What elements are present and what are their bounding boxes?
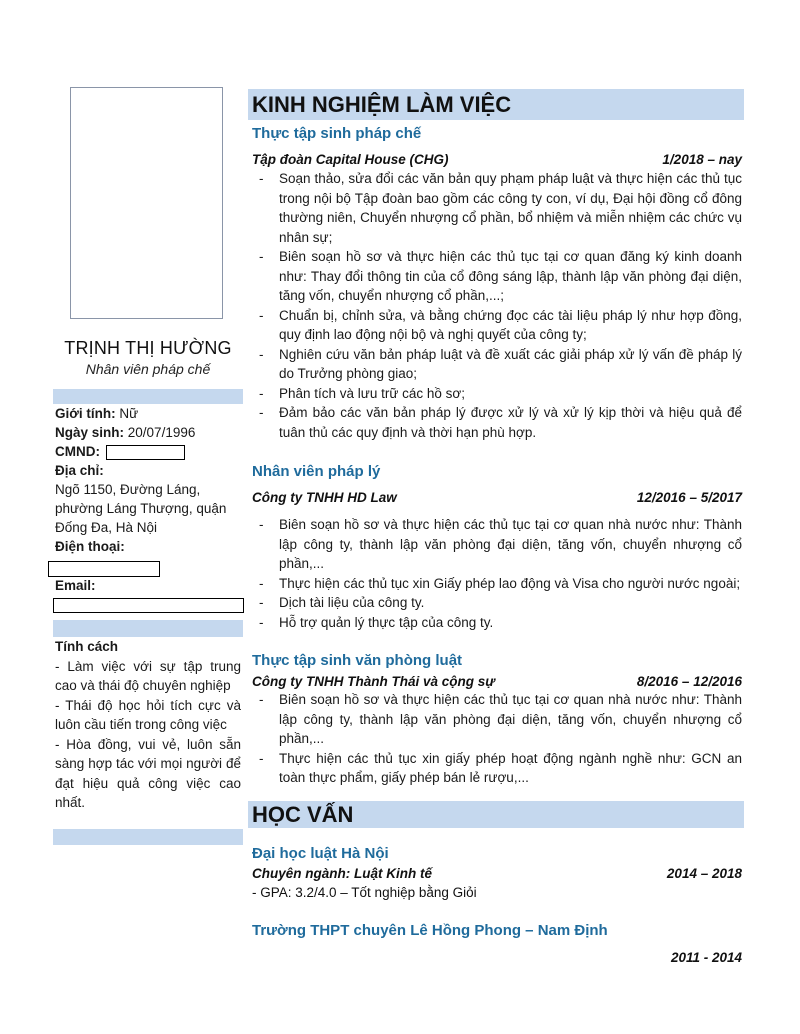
divider-band	[53, 829, 243, 845]
email-label: Email:	[55, 578, 96, 593]
duty-item: - Phân tích và lưu trữ các hồ sơ;	[256, 384, 742, 404]
job-title: Thực tập sinh pháp chế	[252, 125, 422, 142]
job-date: 12/2016 – 5/2017	[636, 490, 742, 505]
job-title: Thực tập sinh văn phòng luật	[252, 652, 463, 669]
job-date: 1/2018 – nay	[662, 152, 742, 167]
school-name: Trường THPT chuyên Lê Hồng Phong – Nam Định	[252, 922, 608, 939]
job-org: Công ty TNHH HD Law	[252, 490, 397, 505]
personality-item: - Thái độ học hỏi tích cực và luôn cầu tiến trong công việc	[55, 697, 241, 732]
profile-photo-placeholder	[70, 87, 223, 319]
gender-value: Nữ	[119, 406, 139, 421]
section-heading-experience: KINH NGHIỆM LÀM VIỆC	[248, 89, 744, 120]
phone-redacted-box	[48, 561, 160, 577]
school-date: 2011 - 2014	[670, 950, 742, 965]
personality-item: - Hòa đồng, vui vẻ, luôn sẵn sàng hợp tác với mọi người để đạt hiệu quả công việc cao nhất.	[55, 736, 241, 810]
candidate-position: Nhân viên pháp chế	[85, 361, 211, 377]
address-value: Ngõ 1150, Đường Láng, phường Láng Thượng, quận Đống Đa, Hà Nội	[55, 482, 227, 535]
candidate-name: TRỊNH THỊ HƯỜNG	[64, 338, 232, 358]
phone-label: Điện thoại:	[55, 539, 125, 554]
job-title: Nhân viên pháp lý	[252, 463, 381, 480]
job-duties	[256, 515, 742, 632]
email-row	[55, 576, 245, 595]
divider-band	[53, 620, 243, 637]
email-redacted-box	[53, 598, 244, 613]
duty-item: - Chuẩn bị, chỉnh sửa, và bằng chứng đọc các tài liệu pháp lý như hợp đồng, quy định lao động nội bộ và nghị quyết của công ty;	[256, 306, 742, 345]
duty-item: - Thực hiện các thủ tục xin Giấy phép lao động và Visa cho người nước ngoài;	[256, 574, 742, 594]
duty-item: - Thực hiện các thủ tục xin giấy phép hoạt động ngành nghề như: GCN an toàn thực phẩm, giấy phép bán lẻ rượu,...	[256, 749, 742, 788]
duty-item: - Nghiên cứu văn bản pháp luật và đề xuất các giải pháp xử lý vấn đề pháp lý do Trưởng phòng giao;	[256, 345, 742, 384]
duty-item: - Dịch tài liệu của công ty.	[256, 593, 742, 613]
gender-label: Giới tính:	[55, 406, 116, 421]
duty-item: - Soạn thảo, sửa đổi các văn bản quy phạm pháp luật và thực hiện các thủ tục trong nội bộ Tập đoàn bao gồm các công ty con, ví dụ, Đại hội đồng cổ đông thường niên, Chuyển nhượng cổ phần, bổ nhiệm và miễn nhiệm các chức vụ nhân sự;	[256, 169, 742, 247]
section-heading-education: HỌC VẤN	[248, 801, 744, 828]
school-major-row	[252, 866, 742, 881]
id-label: CMND:	[55, 444, 100, 459]
job-org-row	[252, 152, 742, 167]
personality-section	[55, 637, 241, 813]
contact-info	[55, 404, 245, 556]
job-org-row	[252, 490, 742, 505]
id-redacted-box	[106, 445, 185, 460]
job-org: Tập đoàn Capital House (CHG)	[252, 152, 449, 167]
duty-item: - Biên soạn hồ sơ và thực hiện các thủ tục tại cơ quan nhà nước như: Thành lập công ty, thành lập văn phòng đại diện, tăng vốn, chuyển nhượng cổ phần,...	[256, 515, 742, 574]
school-major: Chuyên ngành: Luật Kinh tế	[252, 866, 432, 881]
id-row	[55, 442, 245, 461]
school-date: 2014 – 2018	[666, 866, 742, 881]
job-org: Công ty TNHH Thành Thái và cộng sự	[252, 674, 495, 689]
school-name: Đại học luật Hà Nội	[252, 845, 389, 862]
job-org-row	[252, 674, 742, 689]
dob-row	[55, 423, 245, 442]
personality-heading: Tính cách	[55, 639, 119, 654]
dob-value: 20/07/1996	[127, 425, 196, 440]
job-date: 8/2016 – 12/2016	[636, 674, 742, 689]
personality-item: - Làm việc với sự tập trung cao và thái độ chuyên nghiệp	[55, 658, 241, 693]
gender-row	[55, 404, 245, 423]
job-duties	[256, 690, 742, 788]
divider-band	[53, 389, 243, 404]
address-label: Địa chỉ:	[55, 463, 104, 478]
duty-item: - Biên soạn hồ sơ và thực hiện các thủ tục tại cơ quan nhà nước như: Thành lập công ty, thành lập văn phòng đại diện, tăng vốn, chuyển nhượng cổ phần,...	[256, 690, 742, 749]
job-duties	[256, 169, 742, 442]
duty-item: - Đảm bảo các văn bản pháp lý được xử lý và xử lý kịp thời và hiệu quả để tuân thủ các quy định và thời hạn phù hợp.	[256, 403, 742, 442]
duty-item: - Biên soạn hồ sơ và thực hiện các thủ tục tại cơ quan đăng ký kinh doanh như: Thay đổi thông tin của cổ đông sáng lập, thành lập văn phòng đại diện, tăng vốn, chuyển nhượng cổ phần,...;	[256, 247, 742, 306]
duty-item: - Hỗ trợ quản lý thực tập của công ty.	[256, 613, 742, 633]
school-gpa: - GPA: 3.2/4.0 – Tốt nghiệp bằng Giỏi	[252, 885, 477, 900]
dob-label: Ngày sinh:	[55, 425, 125, 440]
